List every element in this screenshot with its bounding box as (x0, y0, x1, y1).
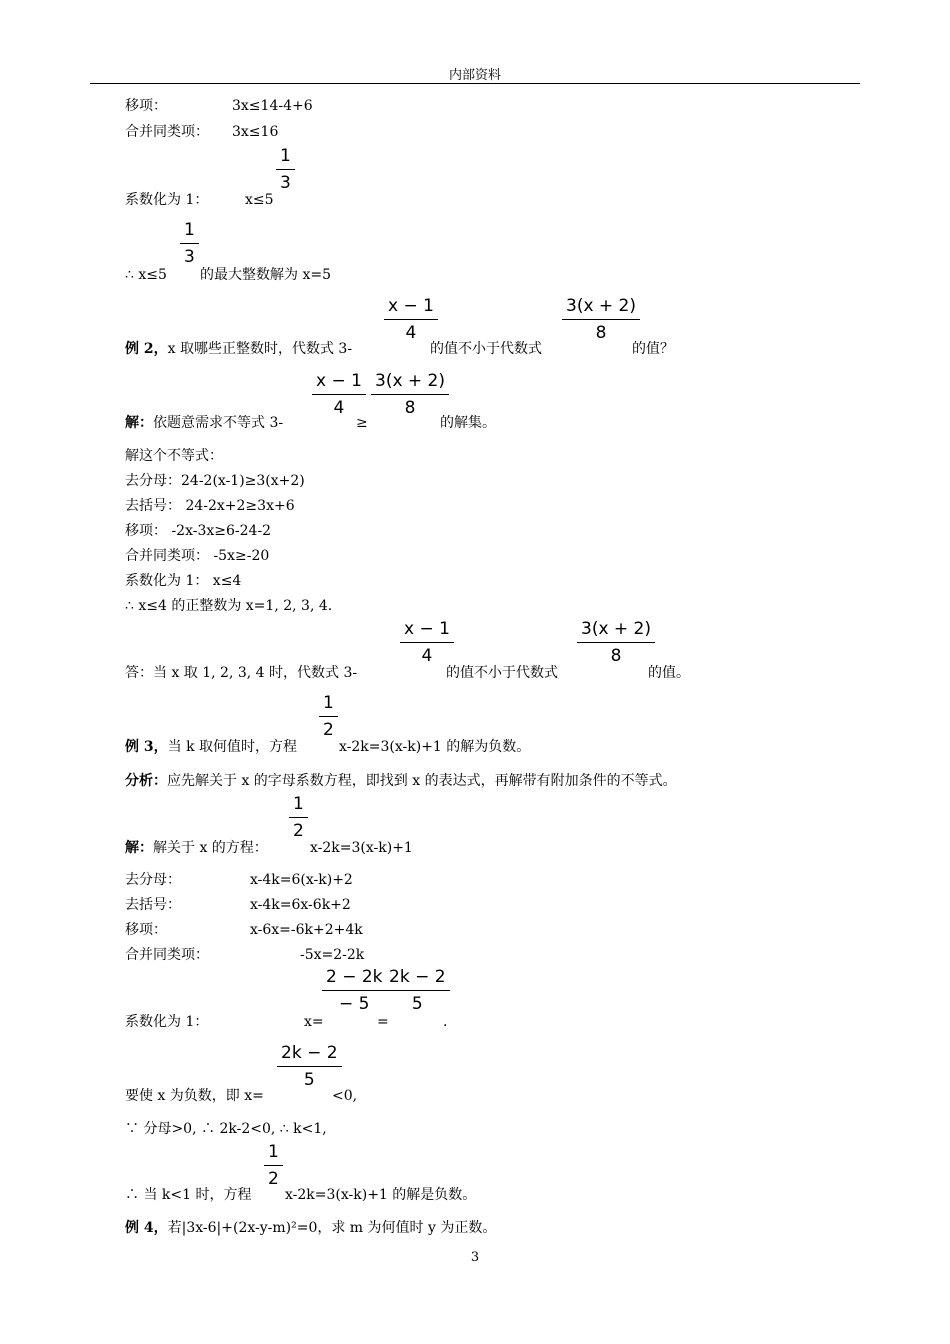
ex3-fraction-2-minus-2k-over-neg5 (322, 967, 387, 1014)
fraction-numerator: 1 (276, 146, 295, 170)
ex3-coef-x: x= (304, 1014, 324, 1030)
fraction-numerator: x − 1 (400, 619, 454, 643)
ex3-fraction-2k-minus-2-over-5 (385, 967, 450, 1014)
fraction-numerator: 3(x + 2) (371, 371, 449, 395)
ex3-step-expr: -5x=2-2k (300, 947, 365, 963)
ex3-half-fraction (319, 693, 338, 740)
fraction-denominator: 3 (184, 247, 195, 267)
ex2-step: 移项： -2x-3x≥6-24-2 (125, 523, 272, 539)
ex2-step: 解这个不等式： (125, 448, 223, 464)
fraction-denominator: − 5 (339, 994, 370, 1014)
fraction-numerator: 1 (289, 794, 308, 818)
header-divider (90, 83, 860, 84)
fraction-numerator: 2 − 2k (322, 967, 387, 991)
ex2-step: 去分母：24-2(x-1)≥3(x+2) (125, 473, 305, 489)
ex1-move-expr: 3x≤14-4+6 (232, 98, 313, 114)
ex2-answer-b: 的值不小于代数式 (446, 665, 558, 681)
fraction-denominator: 2 (293, 821, 304, 841)
fraction-denominator: 4 (333, 398, 345, 418)
ex2-label: 例 2， (125, 341, 168, 357)
ex4-line (125, 1219, 496, 1237)
ex2-question-c: 的值？ (632, 341, 674, 357)
fraction-denominator: 4 (405, 323, 417, 343)
ex2-answer-a: 答：当 x 取 1, 2, 3, 4 时，代数式 3- (125, 665, 358, 681)
ex1-conclusion-suffix: 的最大整数解为 x=5 (200, 267, 331, 283)
ex2-step: 合并同类项： -5x≥-20 (125, 548, 270, 564)
ex3-sol-half-fraction (289, 794, 308, 841)
page-header: 内部资料 (448, 68, 501, 83)
ex3-question-b: x-2k=3(x-k)+1 的解为负数。 (339, 739, 531, 755)
ex1-combine-label: 合并同类项： (125, 124, 209, 140)
fraction-denominator: 5 (303, 1070, 315, 1090)
ex1-move-label: 移项： (125, 98, 167, 114)
fraction-denominator: 2 (268, 1169, 279, 1189)
ex3-neg-fraction (277, 1043, 342, 1090)
ex3-step-label: 去括号： (125, 897, 181, 913)
ex2-step: 去括号： 24-2x+2≥3x+6 (125, 498, 295, 514)
ex3-analysis-text: 应先解关于 x 的字母系数方程，即找到 x 的表达式，再解带有附加条件的不等式。 (167, 773, 677, 789)
ex2-sol-a: 依题意需求不等式 3- (153, 415, 284, 431)
fraction-numerator: 1 (180, 220, 199, 244)
ex3-coef-dot: . (443, 1014, 448, 1030)
ex3-coef-eq: = (377, 1014, 389, 1030)
ex3-label: 例 3， (125, 739, 168, 755)
ex1-coef-label: 系数化为 1： (125, 192, 209, 208)
ex3-analysis-line (125, 772, 677, 790)
ex3-step-label: 合并同类项： (125, 947, 209, 963)
fraction-denominator: 3 (280, 173, 291, 193)
ex1-fraction-one-third (276, 146, 295, 193)
fraction-numerator: x − 1 (384, 296, 438, 320)
ex3-step-expr: x-4k=6x-6k+2 (250, 897, 351, 913)
ex3-sol-b: x-2k=3(x-k)+1 (310, 840, 413, 856)
ex2-answer-fraction-b (577, 619, 655, 666)
ex2-sol-geq: ≥ (356, 415, 368, 431)
ex3-sol-a: 解关于 x 的方程： (153, 840, 268, 856)
fraction-numerator: 3(x + 2) (577, 619, 655, 643)
fraction-denominator: 8 (610, 646, 622, 666)
ex3-question-line (125, 738, 297, 756)
ex3-step-label: 去分母： (125, 872, 181, 888)
ex3-analysis-label: 分析： (125, 773, 167, 789)
fraction-numerator: 3(x + 2) (562, 296, 640, 320)
fraction-denominator: 8 (595, 323, 607, 343)
fraction-numerator: 1 (264, 1142, 283, 1166)
ex2-question-b: 的值不小于代数式 (430, 341, 542, 357)
ex3-because-line: ∵ 分母>0, ∴ 2k-2<0, ∴ k<1, (125, 1121, 327, 1137)
ex3-sol-label: 解： (125, 840, 153, 856)
ex3-coef-label: 系数化为 1： (125, 1014, 209, 1030)
ex2-fraction-x-minus-1-over-4 (384, 296, 438, 343)
ex2-sol-fraction-b (371, 371, 449, 418)
ex1-conclusion-prefix: ∴ x≤5 (125, 267, 167, 283)
ex2-question-line (125, 340, 352, 358)
ex3-negative-a: 要使 x 为负数，即 x= (125, 1088, 264, 1104)
fraction-denominator: 5 (411, 994, 423, 1014)
ex1-combine-expr: 3x≤16 (232, 124, 279, 140)
page-number: 3 (470, 1250, 480, 1265)
ex2-question-a: x 取哪些正整数时，代数式 3- (167, 341, 353, 357)
ex2-step: ∴ x≤4 的正整数为 x=1, 2, 3, 4. (125, 598, 333, 614)
fraction-numerator: 2k − 2 (385, 967, 450, 991)
ex3-step-expr: x-6x=-6k+2+4k (250, 922, 363, 938)
fraction-numerator: 2k − 2 (277, 1043, 342, 1067)
ex2-sol-fraction-a (312, 371, 366, 418)
ex1-coef-expr: x≤5 (245, 192, 274, 208)
ex3-negative-b: <0, (332, 1088, 358, 1104)
ex4-text: 若|3x-6|+(2x-y-m)²=0，求 m 为何值时 y 为正数。 (167, 1220, 497, 1236)
ex1-fraction-one-third-2 (180, 220, 199, 267)
ex4-label: 例 4， (125, 1220, 168, 1236)
ex2-solution-line (125, 414, 283, 432)
ex2-step: 系数化为 1： x≤4 (125, 573, 242, 589)
ex3-concl-half-fraction (264, 1142, 283, 1189)
ex2-answer-fraction-a (400, 619, 454, 666)
ex2-answer-c: 的值。 (648, 665, 690, 681)
fraction-denominator: 2 (323, 720, 334, 740)
ex3-question-a: 当 k 取何值时，方程 (167, 739, 298, 755)
fraction-denominator: 8 (404, 398, 416, 418)
ex3-step-label: 移项： (125, 922, 167, 938)
ex3-step-expr: x-4k=6(x-k)+2 (250, 872, 353, 888)
ex2-sol-label: 解： (125, 415, 153, 431)
fraction-numerator: x − 1 (312, 371, 366, 395)
ex2-sol-c: 的解集。 (440, 415, 496, 431)
fraction-denominator: 4 (421, 646, 433, 666)
ex3-conclusion-b: x-2k=3(x-k)+1 的解是负数。 (285, 1187, 477, 1203)
ex3-conclusion-a: ∴ 当 k<1 时，方程 (125, 1187, 252, 1203)
ex2-fraction-3x-plus-2-over-8 (562, 296, 640, 343)
fraction-numerator: 1 (319, 693, 338, 717)
ex3-solution-line (125, 839, 268, 857)
